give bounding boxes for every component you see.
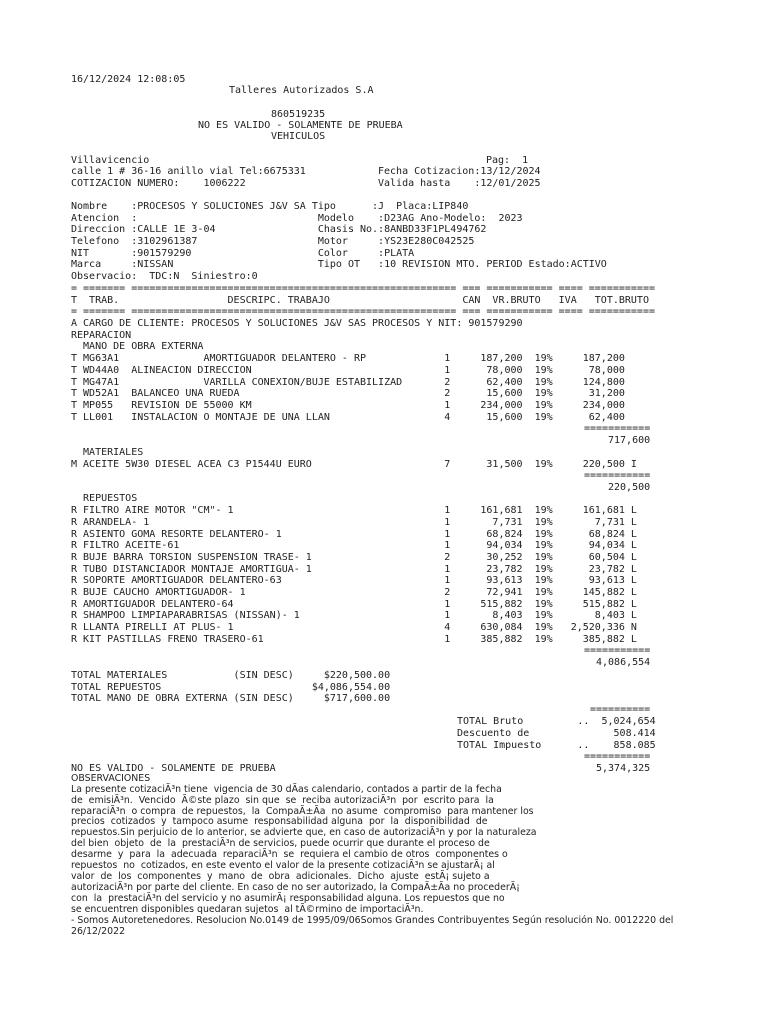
document-type: VEHICULOS: [271, 131, 326, 142]
table-separator-bottom: = ======= ====================================================== === =========== ==== ===========: [71, 306, 655, 317]
resolution-line: - Somos Autoretenedores. Resolucion No.0149 de 1995/09/06Somos Grandes Contribuyentes Según resolución No. 0012220 del: [71, 915, 674, 926]
grand-total: 5,374,325: [596, 763, 651, 774]
print-timestamp: 16/12/2024 12:08:05: [71, 74, 186, 85]
table-row: R FILTRO AIRE MOTOR "CM"- 1 1 161,681 19% 161,681 L: [71, 505, 637, 516]
observations-title: OBSERVACIONES: [71, 773, 151, 784]
summary-rule-2: ===========: [584, 751, 651, 762]
table-row: T LL001 INSTALACION O MONTAJE DE UNA LLAN 4 15,600 19% 62,400: [71, 412, 625, 423]
section-materiales: MATERIALES: [71, 447, 144, 458]
total-bruto: TOTAL Bruto .. 5,024,654: [457, 716, 656, 727]
valid-until: Valida hasta :12/01/2025: [378, 178, 541, 189]
table-separator-top: = ======= ====================================================== === =========== ==== ===========: [71, 283, 655, 294]
section-reparacion: REPARACION: [71, 330, 132, 341]
materiales-subtotal: 220,500: [608, 482, 651, 493]
table-row: R SHAMPOO LIMPIAPARABRISAS (NISSAN)- 1 1 8,403 19% 8,403 L: [71, 610, 637, 621]
client-charge-line: A CARGO DE CLIENTE: PROCESOS Y SOLUCIONES J&V SAS PROCESOS Y NIT: 901579290: [71, 318, 523, 329]
section-repuestos: REPUESTOS: [71, 493, 138, 504]
resolution-date: 26/12/2022: [71, 926, 126, 937]
descuento: Descuento de 508.414: [457, 728, 656, 739]
table-row: T MP055 REVISION DE 55000 KM 1 234,000 19% 234,000: [71, 400, 625, 411]
client-info-2: Direccion :CALLE 1E 3-04 Chasis No.:8ANBD33F1PL494762: [71, 224, 487, 235]
table-header: T TRAB. DESCRIPC. TRABAJO CAN VR.BRUTO IVA TOT.BRUTO: [71, 295, 649, 306]
table-row: R KIT PASTILLAS FRENO TRASERO-61 1 385,882 19% 385,882 L: [71, 634, 637, 645]
client-info-5: Marca :NISSAN Tipo OT :10 REVISION MTO. PERIOD Estado:ACTIVO: [71, 259, 607, 270]
client-info-4: NIT :901579290 Color :PLATA: [71, 248, 415, 259]
subtotal-rule: ===========: [584, 423, 651, 434]
observation-line: precios cotizados y tampoco asume responsabilidad alguna por la disponibilidad de: [71, 816, 488, 827]
observation-line: del bien objeto de la prestaciÃ³n de servicios, puede ocurrir que durante el proceso de: [71, 838, 490, 849]
subtotal-rule: ===========: [584, 470, 651, 481]
city: Villavicencio: [71, 155, 150, 166]
table-row: M ACEITE 5W30 DIESEL ACEA C3 P1544U EURO 7 31,500 19% 220,500 I: [71, 459, 637, 470]
table-row: R SOPORTE AMORTIGUADOR DELANTERO-63 1 93,613 19% 93,613 L: [71, 575, 637, 586]
quote-date: Fecha Cotizacion:13/12/2024: [378, 166, 541, 177]
table-row: R TUBO DISTANCIADOR MONTAJE AMORTIGUA- 1 1 23,782 19% 23,782 L: [71, 564, 637, 575]
page-number: Pag: 1: [486, 155, 529, 166]
observation-line: La presente cotizaciÃ³n tiene vigencia de 30 dÃas calendario, contados a partir de la fecha: [71, 784, 502, 795]
observation-line: autorizaciÃ³n por parte del cliente. En caso de no ser autorizado, la CompaÃ±Ãa no procederÃ¡: [71, 882, 520, 893]
table-row: R AMORTIGUADOR DELANTERO-64 1 515,882 19% 515,882 L: [71, 599, 637, 610]
mano-obra-subtotal: 717,600: [608, 435, 651, 446]
client-info-3: Telefono :3102961387 Motor :YS23E280C042525: [71, 236, 475, 247]
company-name: Talleres Autorizados S.A: [229, 85, 374, 96]
observation-line: valor de los componentes y mano de obra adicionales. Dicho ajuste estÃ¡ sujeto a: [71, 871, 490, 882]
client-info-1: Atencion : Modelo :D23AG Ano-Modelo: 2023: [71, 213, 523, 224]
observation-line: se encuentren disponibles quedaran sujetos al tÃ©rmino de importaciÃ³n.: [71, 904, 424, 915]
total-materiales: TOTAL MATERIALES (SIN DESC) $220,500.00: [71, 670, 391, 681]
company-nit: 860519235: [271, 109, 326, 120]
table-row: R ASIENTO GOMA RESORTE DELANTERO- 1 1 68,824 19% 68,824 L: [71, 529, 637, 540]
table-row: R BUJE CAUCHO AMORTIGUADOR- 1 2 72,941 19% 145,882 L: [71, 587, 637, 598]
total-impuesto: TOTAL Impuesto .. 858.085: [457, 740, 656, 751]
address: calle 1 # 36-16 anillo vial Tel:6675331: [71, 166, 306, 177]
client-info-0: Nombre :PROCESOS Y SOLUCIONES J&V SA Tipo :J Placa:LIP840: [71, 201, 469, 212]
table-row: R ARANDELA- 1 1 7,731 19% 7,731 L: [71, 517, 637, 528]
quote-number: COTIZACION NUMERO: 1006222: [71, 178, 246, 189]
table-row: R FILTRO ACEITE-61 1 94,034 19% 94,034 L: [71, 540, 637, 551]
observation-line: con la prestaciÃ³n del servicio y no asumirÃ¡ responsabilidad alguna. Los repuestos que no: [71, 893, 505, 904]
client-info-6: Observacio: TDC:N Siniestro:0: [71, 271, 258, 282]
table-row: T WD44A0 ALINEACION DIRECCION 1 78,000 19% 78,000: [71, 365, 625, 376]
section-mano-obra: MANO DE OBRA EXTERNA: [71, 341, 204, 352]
table-row: R BUJE BARRA TORSION SUSPENSION TRASE- 1 2 30,252 19% 60,504 L: [71, 552, 637, 563]
observation-line: de emisiÃ³n. Vencido Ã©ste plazo sin que se reciba autorizaciÃ³n por escrito para la: [71, 795, 494, 806]
repuestos-subtotal: 4,086,554: [596, 657, 651, 668]
table-row: R LLANTA PIRELLI AT PLUS- 1 4 630,084 19% 2,520,336 N: [71, 622, 637, 633]
table-row: T MG47A1 VARILLA CONEXION/BUJE ESTABILIZAD 2 62,400 19% 124,800: [71, 377, 625, 388]
total-mano-obra: TOTAL MANO DE OBRA EXTERNA (SIN DESC) $717,600.00: [71, 693, 391, 704]
total-repuestos: TOTAL REPUESTOS $4,086,554.00: [71, 682, 391, 693]
summary-rule: ==========: [590, 704, 651, 715]
observation-line: reparaciÃ³n o compra de repuestos, la CompaÃ±Ãa no asume compromiso para mantener los: [71, 806, 534, 817]
table-row: T MG63A1 AMORTIGUADOR DELANTERO - RP 1 187,200 19% 187,200: [71, 353, 625, 364]
observation-line: repuestos no cotizados, en este evento el valor de la presente cotizaciÃ³n se ajustarÃ¡ al: [71, 860, 495, 871]
table-row: T WD52A1 BALANCEO UNA RUEDA 2 15,600 19% 31,200: [71, 388, 625, 399]
subtotal-rule: ===========: [584, 645, 651, 656]
validity-notice-footer: NO ES VALIDO - SOLAMENTE DE PRUEBA: [71, 763, 276, 774]
validity-notice-header: NO ES VALIDO - SOLAMENTE DE PRUEBA: [198, 120, 403, 131]
observation-line: desarme y para la adecuada reparaciÃ³n se requiera el cambio de otros componentes o: [71, 849, 508, 860]
observation-line: repuestos.Sin perjuicio de lo anterior, se advierte que, en caso de autorizaciÃ³n y por la naturaleza: [71, 827, 537, 838]
